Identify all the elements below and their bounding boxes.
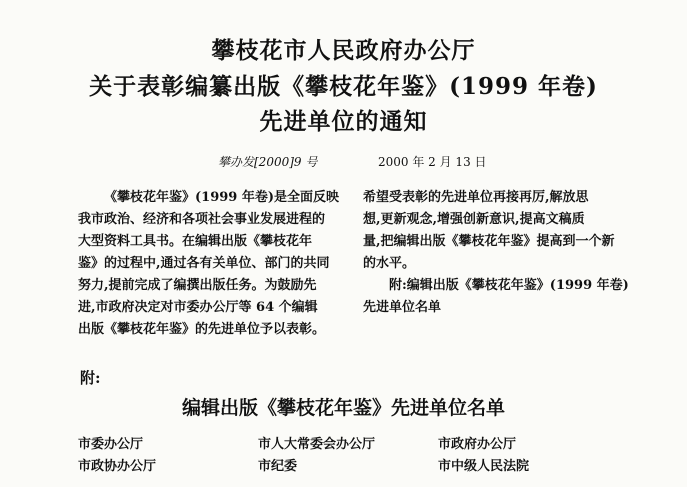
unit-item: 市政府办公厅 [438, 437, 517, 452]
body-right-column [363, 187, 633, 319]
body-line: 进,市政府决定对市委办公厅等 64 个编辑 [78, 300, 318, 315]
document-number: 攀办发[2000]9 号 [218, 155, 318, 169]
body-line: 大型资料工具书。在编辑出版《攀枝花年 [78, 234, 313, 249]
title-line-3: 先进单位的通知 [259, 108, 428, 135]
body-line: 我市政治、经济和各项社会事业发展进程的 [78, 212, 326, 227]
body-line: 量,把编辑出版《攀枝花年鉴》提高到一个新 [363, 234, 615, 249]
title-line-2: 关于表彰编纂出版《攀枝花年鉴》(1999 年卷) [89, 73, 598, 100]
document-date: 2000 年 2 月 13 日 [378, 155, 487, 169]
appendix-label: 附: [80, 369, 101, 387]
body-line: 《攀枝花年鉴》(1999 年卷)是全面反映 [104, 190, 340, 205]
body-left-column [78, 187, 348, 341]
body-line: 想,更新观念,增强创新意识,提高文稿质 [363, 212, 585, 227]
unit-item: 市政协办公厅 [78, 459, 157, 474]
body-line: 希望受表彰的先进单位再接再厉,解放思 [363, 190, 589, 205]
body-line: 出版《攀枝花年鉴》的先进单位予以表彰。 [78, 322, 326, 337]
unit-item: 市委办公厅 [78, 437, 144, 452]
unit-item: 市中级人民法院 [438, 459, 530, 474]
unit-item: 市纪委 [258, 459, 298, 474]
list-title: 编辑出版《攀枝花年鉴》先进单位名单 [181, 397, 505, 419]
body-line: 的水平。 [363, 256, 416, 271]
unit-item: 市人大常委会办公厅 [258, 437, 376, 452]
appendix-reference: 附:编辑出版《攀枝花年鉴》(1999 年卷) [389, 278, 629, 293]
unit-list [78, 436, 638, 476]
body-line: 鉴》的过程中,通过各有关单位、部门的共同 [78, 256, 330, 271]
body-line: 努力,提前完成了编撰出版任务。为鼓励先 [78, 278, 317, 293]
title-line-1: 攀枝花市人民政府办公厅 [211, 37, 476, 64]
body-line: 先进单位名单 [363, 300, 442, 315]
